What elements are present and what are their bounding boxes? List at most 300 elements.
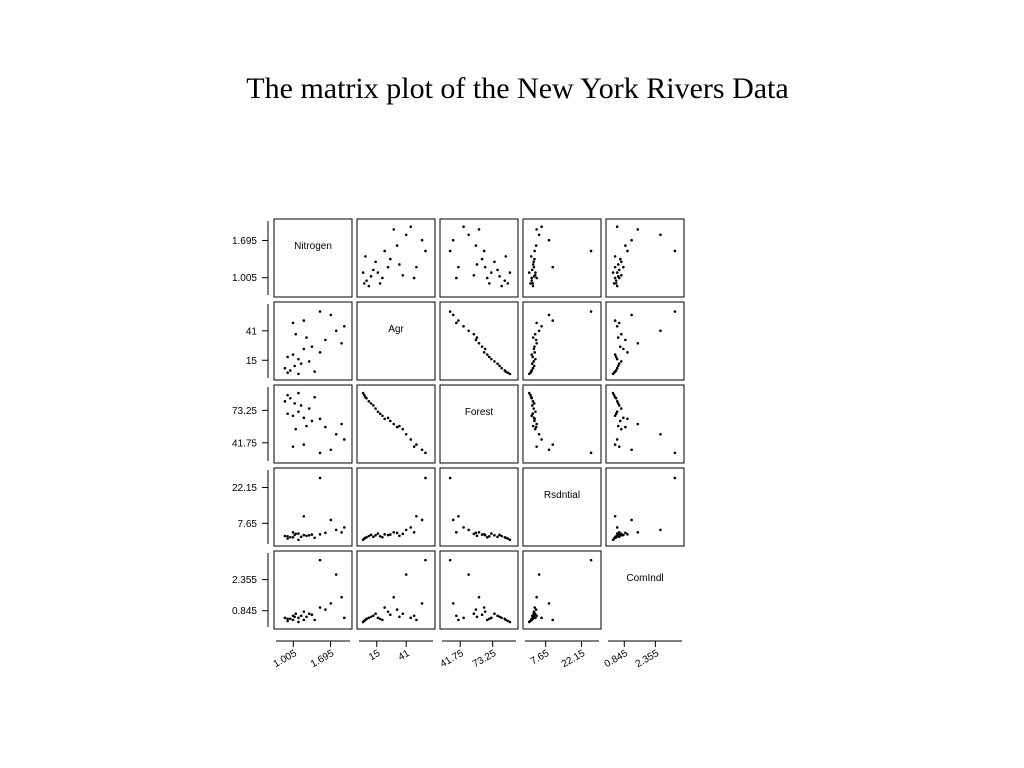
data-point-rsdntial-comindl-14: [636, 531, 639, 534]
y-tick-label-forest-1: 73.25: [231, 405, 257, 417]
data-point-forest-agr-4: [370, 402, 373, 405]
data-point-forest-comindl-19: [616, 438, 619, 441]
data-point-rsdntial-agr-19: [409, 526, 412, 529]
data-point-nitrogen-forest-16: [476, 263, 479, 266]
data-point-rsdntial-comindl-3: [612, 538, 615, 541]
data-point-agr-rsdntial-12: [533, 348, 536, 351]
data-point-comindl-agr-8: [377, 617, 380, 620]
data-point-nitrogen-rsdntial-19: [540, 225, 543, 228]
data-point-comindl-rsdntial-20: [590, 559, 593, 562]
y-tick-label-nitrogen-1: 1.695: [231, 235, 257, 247]
data-point-agr-nitrogen-9: [286, 356, 289, 359]
data-point-comindl-forest-15: [475, 608, 478, 611]
data-point-comindl-forest-11: [483, 606, 486, 609]
data-point-forest-agr-22: [415, 443, 418, 446]
data-point-rsdntial-comindl-21: [630, 519, 633, 522]
data-point-nitrogen-agr-7: [374, 260, 377, 263]
data-point-forest-comindl-18: [659, 433, 662, 436]
data-point-rsdntial-forest-22: [457, 515, 460, 518]
x-tick-label-rsdntial-1: 22.15: [559, 648, 588, 671]
y-tick-label-rsdntial-0: 7.65: [237, 518, 257, 530]
data-point-forest-nitrogen-16: [305, 425, 308, 428]
data-point-rsdntial-forest-20: [449, 477, 452, 480]
data-point-rsdntial-agr-18: [405, 529, 408, 532]
data-point-rsdntial-agr-23: [413, 531, 416, 534]
data-point-agr-forest-10: [486, 353, 489, 356]
diagonal-cell-forest: [440, 385, 518, 463]
data-point-rsdntial-nitrogen-6: [313, 536, 316, 539]
data-point-comindl-agr-3: [362, 621, 365, 624]
data-point-comindl-nitrogen-10: [292, 619, 295, 622]
data-point-forest-nitrogen-14: [340, 423, 343, 426]
diagonal-cell-rsdntial: [523, 468, 601, 546]
data-point-rsdntial-agr-14: [392, 531, 395, 534]
data-point-agr-comindl-17: [620, 333, 623, 336]
data-point-nitrogen-agr-3: [362, 271, 365, 274]
data-point-rsdntial-agr-11: [383, 533, 386, 536]
data-point-forest-rsdntial-3: [528, 392, 531, 395]
data-point-rsdntial-agr-4: [370, 534, 373, 537]
data-point-agr-nitrogen-16: [305, 336, 308, 339]
data-point-rsdntial-forest-21: [452, 519, 455, 522]
data-point-rsdntial-forest-3: [509, 538, 512, 541]
data-point-nitrogen-rsdntial-8: [534, 271, 537, 274]
data-point-forest-agr-6: [364, 396, 367, 399]
panel-rsdntial-vs-agr: [357, 468, 435, 546]
data-point-comindl-nitrogen-3: [297, 621, 300, 624]
data-point-forest-agr-19: [409, 438, 412, 441]
data-point-rsdntial-agr-22: [415, 515, 418, 518]
data-point-nitrogen-rsdntial-3: [528, 271, 531, 274]
y-tick-label-comindl-1: 2.355: [231, 575, 257, 587]
data-point-comindl-nitrogen-15: [324, 608, 327, 611]
data-point-comindl-rsdntial-3: [528, 621, 531, 624]
data-point-forest-agr-17: [402, 428, 405, 431]
data-point-forest-agr-14: [392, 423, 395, 426]
data-point-agr-rsdntial-9: [531, 356, 534, 359]
data-point-agr-forest-6: [504, 370, 507, 373]
data-point-agr-nitrogen-18: [335, 330, 338, 333]
data-point-rsdntial-nitrogen-3: [297, 538, 300, 541]
data-point-agr-forest-13: [481, 345, 484, 348]
data-point-forest-agr-13: [389, 420, 392, 423]
data-point-agr-comindl-23: [618, 322, 621, 325]
panel-rsdntial-vs-forest: [440, 468, 518, 546]
data-point-forest-nitrogen-2: [284, 400, 287, 403]
data-point-nitrogen-forest-10: [486, 277, 489, 280]
data-point-forest-agr-5: [372, 404, 375, 407]
data-point-comindl-forest-23: [455, 614, 458, 617]
data-point-nitrogen-agr-23: [413, 277, 416, 280]
data-point-agr-forest-2: [500, 367, 503, 370]
data-point-nitrogen-forest-0: [503, 279, 506, 282]
data-point-comindl-agr-9: [379, 618, 382, 621]
data-point-nitrogen-comindl-21: [630, 239, 633, 242]
data-point-rsdntial-nitrogen-11: [319, 533, 322, 536]
data-point-nitrogen-agr-16: [398, 263, 401, 266]
data-point-rsdntial-nitrogen-10: [292, 536, 295, 539]
data-point-rsdntial-agr-7: [374, 534, 377, 537]
panel-nitrogen-vs-forest: [440, 219, 518, 297]
data-point-nitrogen-agr-2: [368, 285, 371, 288]
data-point-agr-rsdntial-11: [533, 351, 536, 354]
data-point-forest-nitrogen-8: [297, 410, 300, 413]
data-point-nitrogen-forest-20: [449, 250, 452, 253]
data-point-forest-nitrogen-3: [297, 392, 300, 395]
data-point-rsdntial-agr-3: [362, 538, 365, 541]
data-point-agr-rsdntial-13: [533, 345, 536, 348]
data-point-agr-nitrogen-21: [330, 314, 333, 317]
data-point-agr-nitrogen-0: [289, 369, 292, 372]
data-point-nitrogen-agr-6: [364, 255, 367, 258]
data-point-nitrogen-comindl-16: [617, 263, 620, 266]
data-point-comindl-forest-18: [467, 573, 470, 576]
x-tick-label-nitrogen-1: 1.695: [308, 648, 337, 671]
variable-label-rsdntial: Rsdntial: [543, 490, 581, 501]
data-point-forest-rsdntial-4: [533, 402, 536, 405]
data-point-forest-rsdntial-16: [532, 425, 535, 428]
data-point-rsdntial-comindl-19: [616, 526, 619, 529]
data-point-rsdntial-nitrogen-1: [286, 537, 289, 540]
data-point-rsdntial-forest-13: [481, 533, 484, 536]
data-point-agr-forest-8: [490, 358, 493, 361]
data-point-agr-nitrogen-17: [294, 333, 297, 336]
data-point-nitrogen-rsdntial-1: [529, 282, 532, 285]
data-point-nitrogen-forest-22: [457, 266, 460, 269]
data-point-nitrogen-forest-11: [483, 250, 486, 253]
data-point-nitrogen-comindl-13: [619, 258, 622, 261]
data-point-comindl-nitrogen-22: [303, 619, 306, 622]
data-point-nitrogen-comindl-8: [616, 271, 619, 274]
data-point-forest-nitrogen-23: [292, 445, 295, 448]
data-point-comindl-rsdntial-23: [535, 614, 538, 617]
data-point-nitrogen-forest-3: [509, 271, 512, 274]
x-tick-label-forest-0: 41.75: [438, 648, 466, 671]
data-point-comindl-forest-12: [484, 610, 487, 613]
data-point-forest-agr-21: [421, 448, 424, 451]
data-point-comindl-rsdntial-10: [530, 619, 533, 622]
data-point-nitrogen-rsdntial-20: [590, 250, 593, 253]
data-point-agr-comindl-11: [626, 351, 629, 354]
data-point-agr-forest-16: [476, 336, 479, 339]
data-point-forest-rsdntial-12: [533, 417, 536, 420]
data-point-agr-forest-18: [467, 330, 470, 333]
y-tick-label-agr-1: 41: [245, 326, 257, 338]
data-point-comindl-agr-4: [370, 615, 373, 618]
data-point-rsdntial-nitrogen-21: [330, 519, 333, 522]
data-point-agr-rsdntial-2: [532, 367, 535, 370]
data-point-comindl-rsdntial-15: [535, 608, 538, 611]
data-point-rsdntial-nitrogen-12: [303, 534, 306, 537]
panel-agr-vs-forest: [440, 302, 518, 380]
data-point-agr-rsdntial-7: [532, 360, 535, 363]
data-point-forest-comindl-17: [620, 428, 623, 431]
data-point-rsdntial-forest-17: [473, 533, 476, 536]
chart-title: The matrix plot of the New York Rivers Data: [246, 72, 789, 105]
data-point-agr-nitrogen-12: [303, 348, 306, 351]
data-point-comindl-rsdntial-19: [540, 617, 543, 620]
data-point-nitrogen-forest-15: [475, 244, 478, 247]
data-point-rsdntial-agr-5: [372, 536, 375, 539]
data-point-rsdntial-nitrogen-16: [305, 535, 308, 538]
data-point-nitrogen-forest-7: [493, 260, 496, 263]
data-point-comindl-nitrogen-14: [340, 596, 343, 599]
panel-forest-vs-agr: [357, 385, 435, 463]
y-tick-label-comindl-0: 0.845: [231, 606, 257, 618]
data-point-agr-comindl-16: [617, 336, 620, 339]
data-point-agr-nitrogen-15: [324, 339, 327, 342]
data-point-comindl-nitrogen-7: [308, 612, 311, 615]
data-point-nitrogen-comindl-10: [614, 277, 617, 280]
data-point-rsdntial-forest-23: [455, 531, 458, 534]
data-point-nitrogen-forest-23: [455, 277, 458, 280]
data-point-nitrogen-rsdntial-10: [530, 277, 533, 280]
data-point-forest-comindl-5: [618, 404, 621, 407]
data-point-forest-rsdntial-8: [534, 410, 537, 413]
data-point-forest-agr-23: [413, 445, 416, 448]
data-point-agr-rsdntial-4: [533, 365, 536, 368]
data-point-comindl-forest-6: [504, 619, 507, 622]
x-tick-label-agr-0: 15: [367, 648, 383, 664]
diagonal-cell-nitrogen: [274, 219, 352, 297]
data-point-rsdntial-agr-13: [389, 533, 392, 536]
data-point-rsdntial-nitrogen-20: [319, 477, 322, 480]
data-point-rsdntial-nitrogen-13: [311, 533, 314, 536]
data-point-forest-comindl-21: [630, 448, 633, 451]
data-point-forest-rsdntial-19: [540, 438, 543, 441]
data-point-nitrogen-forest-18: [467, 233, 470, 236]
data-point-nitrogen-rsdntial-21: [548, 239, 551, 242]
data-point-rsdntial-nitrogen-14: [340, 531, 343, 534]
data-point-nitrogen-comindl-7: [620, 260, 623, 263]
data-point-nitrogen-comindl-23: [618, 277, 621, 280]
data-point-comindl-agr-12: [387, 610, 390, 613]
data-point-comindl-nitrogen-11: [319, 606, 322, 609]
data-point-nitrogen-rsdntial-12: [533, 266, 536, 269]
data-point-nitrogen-rsdntial-17: [534, 274, 537, 277]
data-point-comindl-forest-19: [462, 617, 465, 620]
data-point-forest-nitrogen-21: [330, 448, 333, 451]
data-point-comindl-agr-13: [389, 613, 392, 616]
data-point-agr-nitrogen-20: [319, 310, 322, 313]
data-point-agr-forest-15: [475, 339, 478, 342]
data-point-comindl-nitrogen-2: [284, 617, 287, 620]
data-point-forest-agr-20: [424, 452, 427, 455]
data-point-agr-rsdntial-15: [535, 339, 538, 342]
data-point-rsdntial-nitrogen-8: [297, 532, 300, 535]
data-point-forest-comindl-15: [624, 426, 627, 429]
data-point-agr-nitrogen-19: [343, 325, 346, 328]
data-point-agr-comindl-7: [620, 360, 623, 363]
y-tick-label-rsdntial-1: 22.15: [231, 482, 257, 494]
data-point-comindl-agr-6: [364, 619, 367, 622]
x-tick-label-forest-1: 73.25: [470, 648, 499, 671]
data-point-nitrogen-rsdntial-15: [535, 244, 538, 247]
data-point-agr-nitrogen-3: [297, 373, 300, 376]
data-point-rsdntial-nitrogen-17: [294, 533, 297, 536]
data-point-nitrogen-comindl-5: [618, 269, 621, 272]
data-point-agr-rsdntial-3: [528, 373, 531, 376]
data-point-rsdntial-agr-15: [396, 532, 399, 535]
variable-label-nitrogen: Nitrogen: [294, 241, 332, 252]
data-point-agr-forest-19: [462, 325, 465, 328]
data-point-rsdntial-forest-10: [486, 536, 489, 539]
data-point-forest-comindl-23: [618, 445, 621, 448]
x-tick-label-agr-1: 41: [396, 648, 412, 664]
data-point-rsdntial-comindl-22: [614, 515, 617, 518]
data-point-agr-forest-14: [478, 342, 481, 345]
data-point-forest-nitrogen-18: [335, 433, 338, 436]
data-point-agr-nitrogen-2: [284, 367, 287, 370]
data-point-nitrogen-comindl-2: [616, 285, 619, 288]
data-point-nitrogen-forest-12: [484, 266, 487, 269]
data-point-nitrogen-agr-20: [424, 250, 427, 253]
data-point-forest-nitrogen-6: [313, 396, 316, 399]
data-point-agr-rsdntial-14: [535, 342, 538, 345]
data-point-comindl-nitrogen-17: [294, 612, 297, 615]
data-point-rsdntial-nitrogen-9: [286, 535, 289, 538]
data-point-agr-rsdntial-8: [534, 358, 537, 361]
data-point-nitrogen-comindl-12: [622, 266, 625, 269]
data-point-agr-rsdntial-22: [551, 319, 554, 322]
data-point-comindl-agr-21: [421, 602, 424, 605]
data-point-nitrogen-agr-14: [392, 228, 395, 231]
data-point-agr-comindl-10: [614, 353, 617, 356]
data-point-agr-comindl-22: [614, 319, 617, 322]
data-point-comindl-forest-5: [496, 614, 499, 617]
data-point-nitrogen-rsdntial-18: [538, 233, 541, 236]
x-tick-label-comindl-0: 0.845: [602, 648, 630, 671]
data-point-rsdntial-agr-16: [398, 535, 401, 538]
data-point-rsdntial-nitrogen-7: [308, 534, 311, 537]
data-point-agr-nitrogen-14: [340, 342, 343, 345]
data-point-agr-comindl-19: [616, 325, 619, 328]
data-point-forest-nitrogen-0: [289, 397, 292, 400]
data-point-nitrogen-agr-1: [363, 282, 366, 285]
data-point-agr-rsdntial-5: [531, 362, 534, 365]
data-point-agr-rsdntial-19: [540, 325, 543, 328]
data-point-comindl-agr-15: [396, 608, 399, 611]
data-point-comindl-nitrogen-6: [313, 619, 316, 622]
data-point-rsdntial-forest-7: [493, 534, 496, 537]
panel-agr-vs-rsdntial: [523, 302, 601, 380]
data-point-nitrogen-agr-4: [370, 275, 373, 278]
data-point-nitrogen-comindl-18: [659, 233, 662, 236]
data-point-comindl-agr-19: [409, 617, 412, 620]
data-point-agr-rsdntial-10: [530, 353, 533, 356]
data-point-comindl-forest-10: [486, 619, 489, 622]
data-point-agr-rsdntial-17: [534, 333, 537, 336]
data-point-nitrogen-rsdntial-13: [533, 258, 536, 261]
data-point-nitrogen-rsdntial-23: [535, 277, 538, 280]
data-point-rsdntial-nitrogen-23: [292, 531, 295, 534]
data-point-rsdntial-agr-10: [381, 536, 384, 539]
data-point-agr-rsdntial-21: [548, 314, 551, 317]
data-point-forest-agr-2: [368, 400, 371, 403]
data-point-forest-nitrogen-9: [286, 412, 289, 415]
data-point-agr-comindl-3: [612, 373, 615, 376]
y-tick-label-agr-0: 15: [245, 355, 257, 367]
data-point-comindl-nitrogen-23: [292, 614, 295, 617]
data-point-comindl-agr-20: [424, 559, 427, 562]
data-point-forest-agr-12: [387, 417, 390, 420]
data-point-nitrogen-comindl-14: [636, 228, 639, 231]
data-point-rsdntial-comindl-10: [614, 536, 617, 539]
data-point-comindl-agr-5: [372, 614, 375, 617]
data-point-comindl-agr-10: [381, 619, 384, 622]
data-point-rsdntial-forest-6: [504, 536, 507, 539]
data-point-rsdntial-forest-4: [498, 534, 501, 537]
data-point-nitrogen-comindl-19: [616, 225, 619, 228]
data-point-rsdntial-forest-8: [490, 532, 493, 535]
data-point-nitrogen-rsdntial-11: [533, 250, 536, 253]
data-point-comindl-nitrogen-21: [330, 602, 333, 605]
data-point-comindl-agr-2: [368, 617, 371, 620]
data-point-agr-comindl-15: [624, 339, 627, 342]
data-point-agr-forest-5: [496, 362, 499, 365]
data-point-agr-comindl-20: [674, 310, 677, 313]
data-point-forest-comindl-3: [612, 392, 615, 395]
data-point-comindl-nitrogen-8: [297, 617, 300, 620]
data-point-forest-nitrogen-1: [286, 394, 289, 397]
data-point-nitrogen-forest-1: [507, 282, 510, 285]
data-point-forest-nitrogen-22: [303, 443, 306, 446]
data-point-comindl-forest-16: [476, 615, 479, 618]
data-point-comindl-forest-3: [509, 621, 512, 624]
data-point-forest-nitrogen-10: [292, 414, 295, 417]
x-tick-label-rsdntial-0: 7.65: [528, 648, 552, 668]
data-point-nitrogen-agr-15: [396, 244, 399, 247]
data-point-agr-forest-17: [473, 333, 476, 336]
data-point-comindl-agr-16: [398, 615, 401, 618]
diagonal-cell-agr: [357, 302, 435, 380]
data-point-comindl-rsdntial-21: [548, 602, 551, 605]
data-point-rsdntial-forest-19: [462, 526, 465, 529]
data-point-comindl-nitrogen-19: [343, 617, 346, 620]
data-point-forest-nitrogen-17: [294, 428, 297, 431]
data-point-agr-nitrogen-4: [293, 365, 296, 368]
data-point-agr-nitrogen-1: [286, 371, 289, 374]
data-point-forest-agr-18: [405, 433, 408, 436]
data-point-agr-forest-7: [493, 360, 496, 363]
data-point-rsdntial-nitrogen-15: [324, 532, 327, 535]
variable-label-agr: Agr: [388, 324, 404, 335]
data-point-agr-rsdntial-18: [538, 330, 541, 333]
data-point-rsdntial-agr-6: [364, 536, 367, 539]
data-point-nitrogen-comindl-22: [614, 266, 617, 269]
data-point-agr-nitrogen-13: [311, 345, 314, 348]
data-point-forest-comindl-16: [617, 425, 620, 428]
panel-forest-vs-comindl: [606, 385, 684, 463]
data-point-forest-rsdntial-21: [548, 448, 551, 451]
data-point-nitrogen-agr-17: [402, 274, 405, 277]
x-tick-label-nitrogen-0: 1.005: [271, 648, 299, 671]
data-point-agr-comindl-6: [614, 370, 617, 373]
data-point-nitrogen-forest-13: [481, 258, 484, 261]
data-point-agr-forest-23: [455, 322, 458, 325]
data-point-forest-rsdntial-7: [532, 407, 535, 410]
data-point-comindl-agr-23: [413, 614, 416, 617]
data-point-nitrogen-forest-14: [478, 228, 481, 231]
data-point-forest-comindl-11: [626, 418, 629, 421]
data-point-rsdntial-nitrogen-0: [289, 536, 292, 539]
data-point-forest-agr-16: [398, 425, 401, 428]
data-point-agr-nitrogen-5: [300, 362, 303, 365]
data-point-forest-nitrogen-19: [343, 438, 346, 441]
data-point-nitrogen-comindl-15: [624, 244, 627, 247]
data-point-nitrogen-comindl-3: [612, 271, 615, 274]
data-point-agr-comindl-13: [619, 345, 622, 348]
